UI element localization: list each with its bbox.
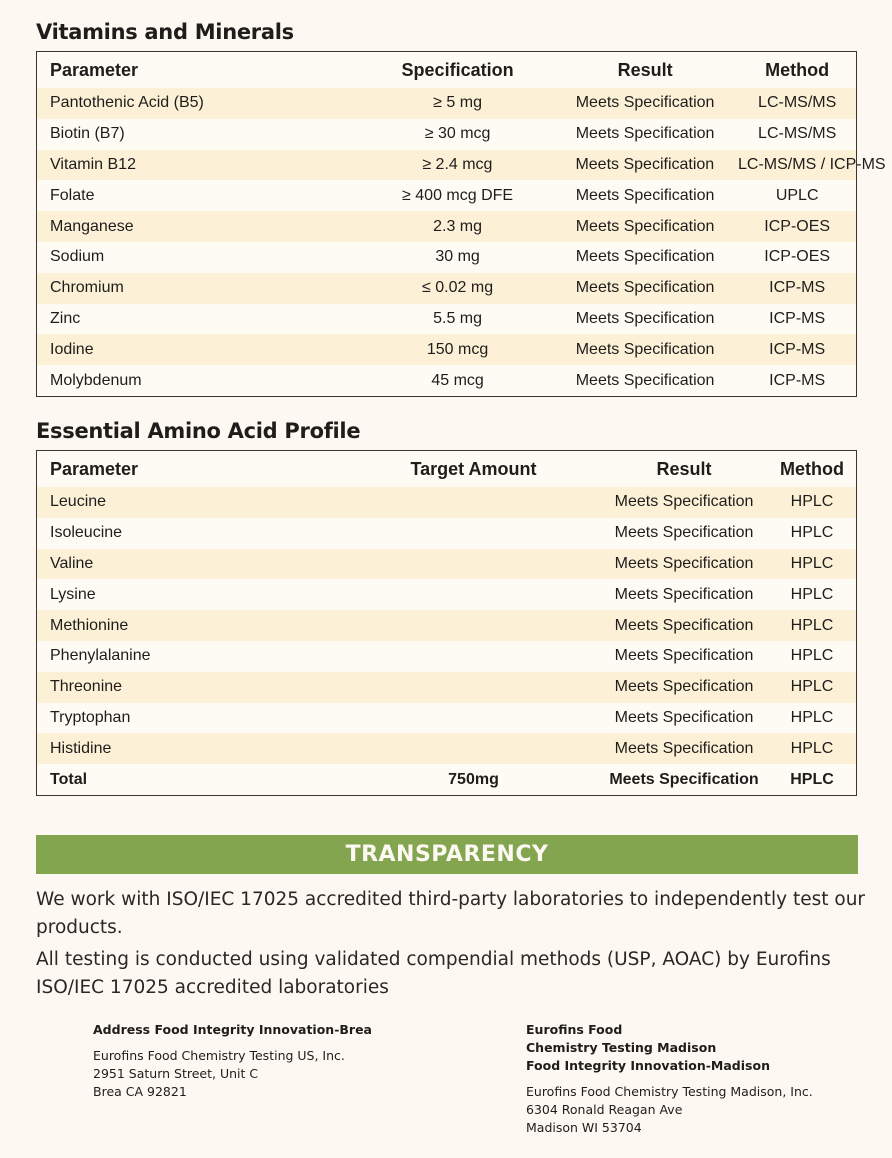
table-row-cell: HPLC: [790, 554, 834, 572]
table-header-row-cell: Specification: [401, 59, 514, 80]
table-row: [37, 304, 856, 335]
table-row-cell: Meets Specification: [614, 647, 754, 665]
table-row-cell: Biotin (B7): [50, 125, 125, 143]
table-row: [37, 703, 856, 734]
table-row-cell: Meets Specification: [614, 493, 754, 511]
table-row-cell: Iodine: [50, 340, 94, 358]
table-row-cell: HPLC: [790, 524, 834, 542]
table-header-row-cell: Result: [656, 458, 712, 479]
table-row-cell: Leucine: [50, 493, 107, 511]
address-brea: [93, 1021, 372, 1101]
table-row: [37, 610, 856, 641]
amino-title: Essential Amino Acid Profile: [36, 419, 361, 443]
table-row-cell: ICP-OES: [764, 217, 831, 235]
table-row: [37, 273, 856, 304]
table-row-cell: Total: [50, 770, 88, 788]
transparency-paragraph-1: We work with ISO/IEC 17025 accredited third-party laboratories to independently test our products.: [36, 889, 866, 938]
table-row-cell: Phenylalanine: [50, 647, 151, 665]
table-row: [37, 487, 856, 518]
table-row-cell: Chromium: [50, 279, 124, 297]
table-row-cell: Meets Specification: [575, 309, 715, 327]
address-madison-heading: Eurofins Food: [526, 1022, 623, 1037]
table-row-cell: 2.3 mg: [433, 217, 483, 235]
table-row-cell: Histidine: [50, 739, 112, 757]
table-row-cell: HPLC: [790, 739, 834, 757]
table-row: [37, 733, 856, 764]
table-row: [37, 764, 856, 795]
table-row: [37, 641, 856, 672]
table-row-cell: Tryptophan: [50, 708, 131, 726]
table-row-cell: Meets Specification: [575, 248, 715, 266]
table-row-cell: Meets Specification: [614, 616, 754, 634]
table-row-cell: HPLC: [790, 585, 834, 603]
table-row-cell: Isoleucine: [50, 524, 123, 542]
table-row-cell: ≥ 5 mg: [433, 94, 482, 112]
table-row-cell: Meets Specification: [614, 708, 754, 726]
table-row-cell: 30 mg: [435, 248, 480, 266]
table-row-cell: Threonine: [50, 678, 123, 696]
table-row-cell: HPLC: [790, 708, 834, 726]
table-row-cell: HPLC: [790, 770, 834, 788]
table-row-cell: ≥ 400 mcg DFE: [402, 186, 514, 204]
table-row-cell: Meets Specification: [575, 155, 715, 173]
table-row-cell: HPLC: [790, 678, 834, 696]
address-madison-line: Eurofins Food Chemistry Testing Madison, Inc.: [526, 1084, 813, 1099]
table-row: [37, 579, 856, 610]
table-row-cell: Manganese: [50, 217, 134, 235]
table-row-cell: Methionine: [50, 616, 129, 634]
table-row-cell: ≤ 0.02 mg: [422, 279, 494, 297]
table-row: [37, 211, 856, 242]
table-row-cell: HPLC: [790, 493, 834, 511]
table-row-cell: ICP-MS: [769, 371, 826, 389]
amino-table: [36, 450, 857, 796]
table-row: [37, 549, 856, 580]
table-row-cell: ICP-MS: [769, 340, 826, 358]
table-row-cell: ≥ 2.4 mcg: [422, 155, 493, 173]
table-row: [37, 242, 856, 273]
table-row-cell: Sodium: [50, 248, 105, 266]
table-row-cell: 150 mcg: [426, 340, 489, 358]
table-row-cell: LC-MS/MS: [758, 125, 837, 143]
table-header-row: [37, 52, 856, 88]
address-madison-heading: Food Integrity Innovation-Madison: [526, 1058, 770, 1073]
table-row-cell: Meets Specification: [575, 125, 715, 143]
table-row-cell: Meets Specification: [614, 739, 754, 757]
address-brea-line: Brea CA 92821: [93, 1084, 187, 1099]
table-row-cell: 5.5 mg: [433, 309, 483, 327]
table-row-cell: Meets Specification: [575, 371, 715, 389]
table-row-cell: ICP-OES: [764, 248, 831, 266]
table-header-row: [37, 451, 856, 487]
table-row-cell: Meets Specification: [575, 340, 715, 358]
address-brea-line: Eurofins Food Chemistry Testing US, Inc.: [93, 1048, 345, 1063]
table-row-cell: 750mg: [448, 770, 499, 788]
table-row-cell: Vitamin B12: [50, 155, 136, 173]
table-row-cell: 45 mcg: [431, 371, 484, 389]
table-row-cell: Folate: [50, 186, 95, 204]
table-row-cell: Meets Specification: [575, 217, 715, 235]
address-madison: [526, 1021, 813, 1137]
table-row: [37, 365, 856, 396]
table-header-row-cell: Parameter: [50, 458, 139, 479]
address-madison-line: Madison WI 53704: [526, 1120, 642, 1135]
table-row-cell: Meets Specification: [609, 770, 759, 788]
table-header-row-cell: Method: [765, 59, 830, 80]
table-row-cell: UPLC: [775, 186, 819, 204]
table-row-cell: Meets Specification: [614, 585, 754, 603]
table-row-cell: HPLC: [790, 616, 834, 634]
table-row-cell: ≥ 30 mcg: [424, 125, 491, 143]
table-header-row-cell: Target Amount: [410, 458, 537, 479]
address-madison-heading: Chemistry Testing Madison: [526, 1040, 717, 1055]
table-row-cell: ICP-MS: [769, 279, 826, 297]
vitamins-table: [36, 51, 886, 397]
table-row-cell: ICP-MS: [769, 309, 826, 327]
address-brea-heading: Address Food Integrity Innovation-Brea: [93, 1022, 372, 1037]
table-row-cell: Lysine: [50, 585, 96, 603]
table-row-cell: Meets Specification: [575, 186, 715, 204]
table-row-cell: LC-MS/MS / ICP-MS: [738, 155, 886, 173]
table-row-cell: HPLC: [790, 647, 834, 665]
vitamins-title: Vitamins and Minerals: [36, 20, 294, 44]
table-row-cell: Molybdenum: [50, 371, 142, 389]
table-row-cell: Pantothenic Acid (B5): [50, 94, 204, 112]
table-row-cell: LC-MS/MS: [758, 94, 837, 112]
table-row-cell: Meets Specification: [614, 554, 754, 572]
table-row: [37, 119, 856, 150]
table-row: [37, 672, 856, 703]
table-row-cell: Meets Specification: [614, 524, 754, 542]
table-row: [37, 518, 856, 549]
table-row: [37, 334, 856, 365]
table-row-cell: Zinc: [50, 309, 81, 327]
table-row-cell: Meets Specification: [614, 678, 754, 696]
address-brea-line: 2951 Saturn Street, Unit C: [93, 1066, 259, 1081]
table-row: [37, 180, 856, 211]
transparency-banner: TRANSPARENCY: [36, 835, 858, 874]
table-header-row-cell: Parameter: [50, 59, 139, 80]
table-row-cell: Meets Specification: [575, 94, 715, 112]
table-row: [37, 150, 886, 181]
table-header-row-cell: Method: [780, 458, 844, 479]
table-row-cell: Valine: [50, 554, 94, 572]
table-row: [37, 88, 856, 119]
table-row-cell: Meets Specification: [575, 279, 715, 297]
address-madison-line: 6304 Ronald Reagan Ave: [526, 1102, 683, 1117]
transparency-paragraph-2: All testing is conducted using validated compendial methods (USP, AOAC) by Eurofins ISO/IEC 17025 accredited laboratories: [36, 949, 831, 998]
table-header-row-cell: Result: [617, 59, 673, 80]
